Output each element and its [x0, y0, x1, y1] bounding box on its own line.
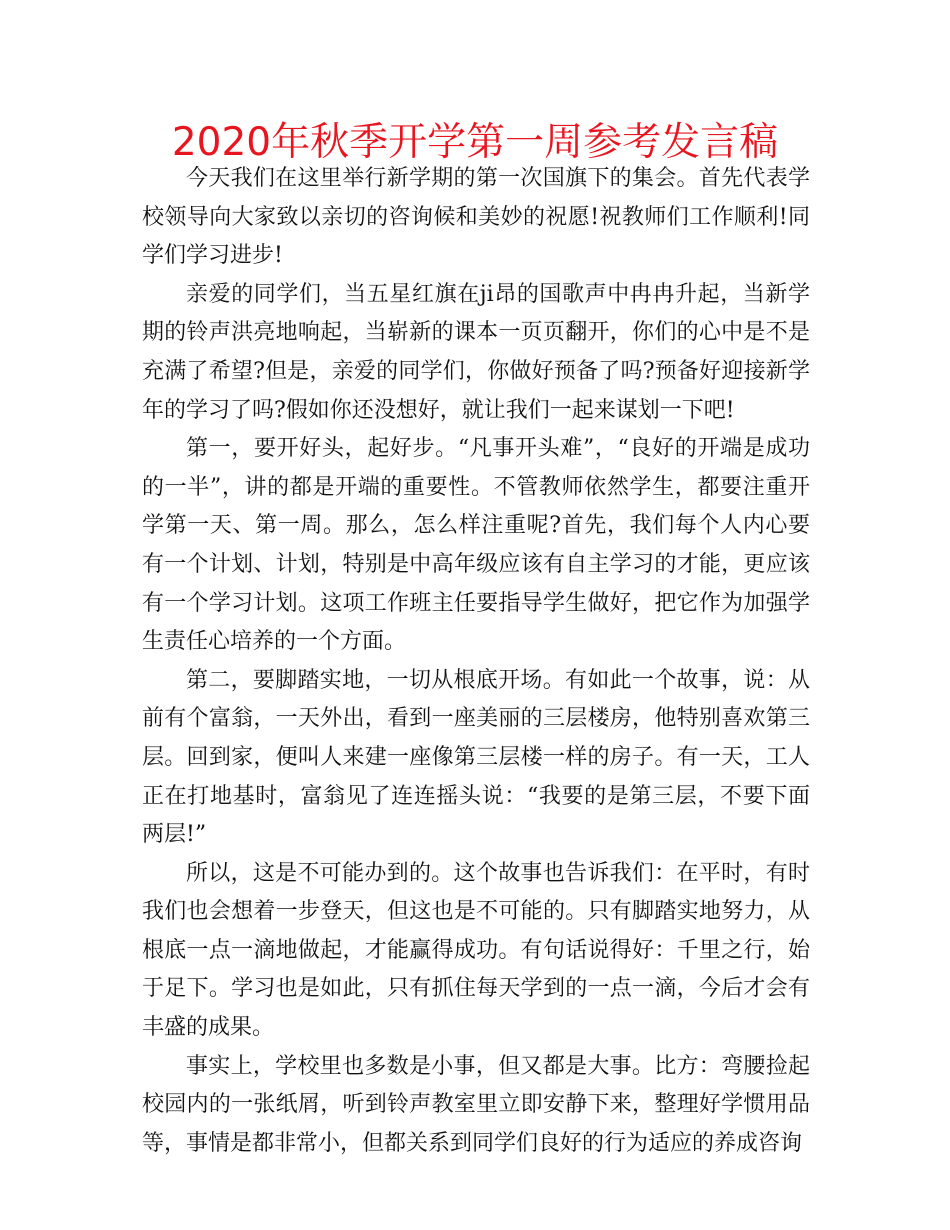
- document-body: [142, 160, 810, 1163]
- document-title: 2020年秋季开学第一周参考发言稿: [171, 120, 779, 165]
- paragraph-3: 第一，要开好头，起好步。“凡事开头难”，“良好的开端是成功的一半”，讲的都是开端的重要性。不管教师依然学生，都要注重开学第一天、第一周。那么，怎么样注重呢?首先，我们每个人内心要有一个计划、计划，特别是中高年级应该有自主学习的才能，更应该有一个学习计划。这项工作班主任要指导学生做好，把它作为加强学生责任心培养的一个方面。: [142, 436, 810, 655]
- paragraph-5: 所以，这是不可能办到的。这个故事也告诉我们：在平时，有时我们也会想着一步登天，但这也是不可能的。只有脚踏实地努力，从根底一点一滴地做起，才能赢得成功。有句话说得好：千里之行，始于足下。学习也是如此，只有抓住每天学到的一点一滴，今后才会有丰盛的成果。: [142, 860, 810, 1041]
- paragraph-4: 第二，要脚踏实地，一切从根底开场。有如此一个故事，说：从前有个富翁，一天外出，看到一座美丽的三层楼房，他特别喜欢第三层。回到家，便叫人来建一座像第三层楼一样的房子。有一天，工人正在打地基时，富翁见了连连摇头说：“我要的是第三层，不要下面两层!”: [142, 667, 810, 848]
- paragraph-1: 今天我们在这里举行新学期的第一次国旗下的集会。首先代表学校领导向大家致以亲切的咨询候和美妙的祝愿!祝教师们工作顺利!同学们学习进步!: [142, 166, 810, 269]
- paragraph-6: 事实上，学校里也多数是小事，但又都是大事。比方：弯腰捡起校园内的一张纸屑，听到铃声教室里立即安静下来，整理好学惯用品等，事情是都非常小，但都关系到同学们良好的行为适应的养成咨询: [142, 1053, 810, 1156]
- paragraph-2: 亲爱的同学们，当五星红旗在ji昂的国歌声中冉冉升起，当新学期的铃声洪亮地响起，当崭新的课本一页页翻开，你们的心中是不是充满了希望?但是，亲爱的同学们，你做好预备了吗?预备好迎接新学年的学习了吗?假如你还没想好，就让我们一起来谋划一下吧!: [142, 281, 810, 423]
